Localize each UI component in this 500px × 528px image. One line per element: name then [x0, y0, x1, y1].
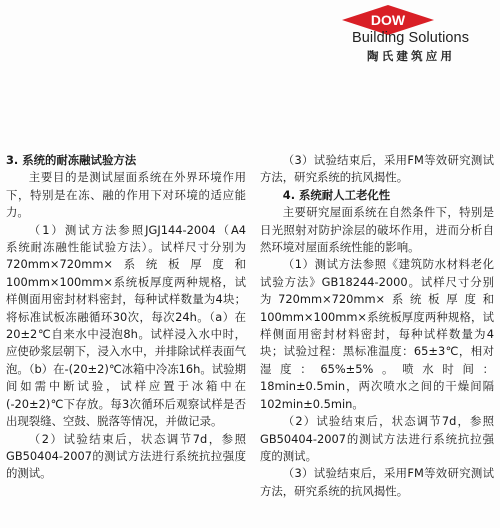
- right-column: [260, 152, 494, 500]
- brand-name: Building Solutions: [352, 30, 470, 46]
- paragraph: （2）试验结束后，状态调节7d，参照GB50404-2007的测试方法进行系统抗拉强度的测试。: [260, 414, 494, 463]
- paragraph: 主要目的是测试屋面系统在外界环境作用下，特别是在冻、融的作用下对环境的适应能力。: [6, 170, 246, 220]
- left-column: [6, 152, 258, 483]
- paragraph: （1）测试方法参照《建筑防水材料老化试验方法》GB18244-2000。试样尺寸分别为720mm×720mm×系统板厚度和100mm×100mm×系统板厚度两种规格，试样侧面用密封材料密封，每种试样数量为4块；试验过程：黑标准温度：65±3℃，相对湿度：65%±5%。喷水时间：18min±0.5min，两次喷水之间的干燥间隔102min±0.5min。: [260, 257, 494, 411]
- paragraph: （2）试验结束后，状态调节7d，参照GB50404-2007的测试方法进行系统抗拉强度的测试。: [6, 431, 246, 481]
- paragraph: （3）试验结束后，采用FM等效研究测试方法，研究系统的抗风揭性。: [260, 466, 494, 498]
- section-heading-3: 3. 系统的耐冻融试验方法: [6, 153, 137, 167]
- logo-text: DOW: [370, 12, 406, 28]
- brand-name-chinese: 陶氏建筑应用: [367, 49, 456, 63]
- paragraph: （3）试验结束后，采用FM等效研究测试方法，研究系统的抗风揭性。: [260, 153, 494, 185]
- section-heading-4: 4. 系统耐人工老化性: [282, 187, 391, 202]
- paragraph: 主要研究屋面系统在自然条件下，特别是日光照射对防护涂层的破坏作用，进而分析自然环境对屋面系统性能的影响。: [260, 205, 494, 255]
- paragraph: （1）测试方法参照JGJ144-2004（A4 系统耐冻融性能试验方法）。试样尺寸分别为720mm×720mm×系统板厚度和100mm×100mm×系统板厚度两种规格，试样侧面用密封材料密封，每种试样数量为4块；将标准试板冻融循环30次，每次24h。（a）在20±2℃自来水中浸泡8h。试样浸入水中时，应使砂浆层朝下，浸入水中，并排除试样表面气泡。（b）在-(20±2)℃冰箱中冷冻16h。试验期间如需中断试验，试样应置于冰箱中在(-20±2)℃下存放。每3次循环后观察试样是否出现裂缝、空鼓、脱落等情况，并做记录。: [6, 222, 258, 429]
